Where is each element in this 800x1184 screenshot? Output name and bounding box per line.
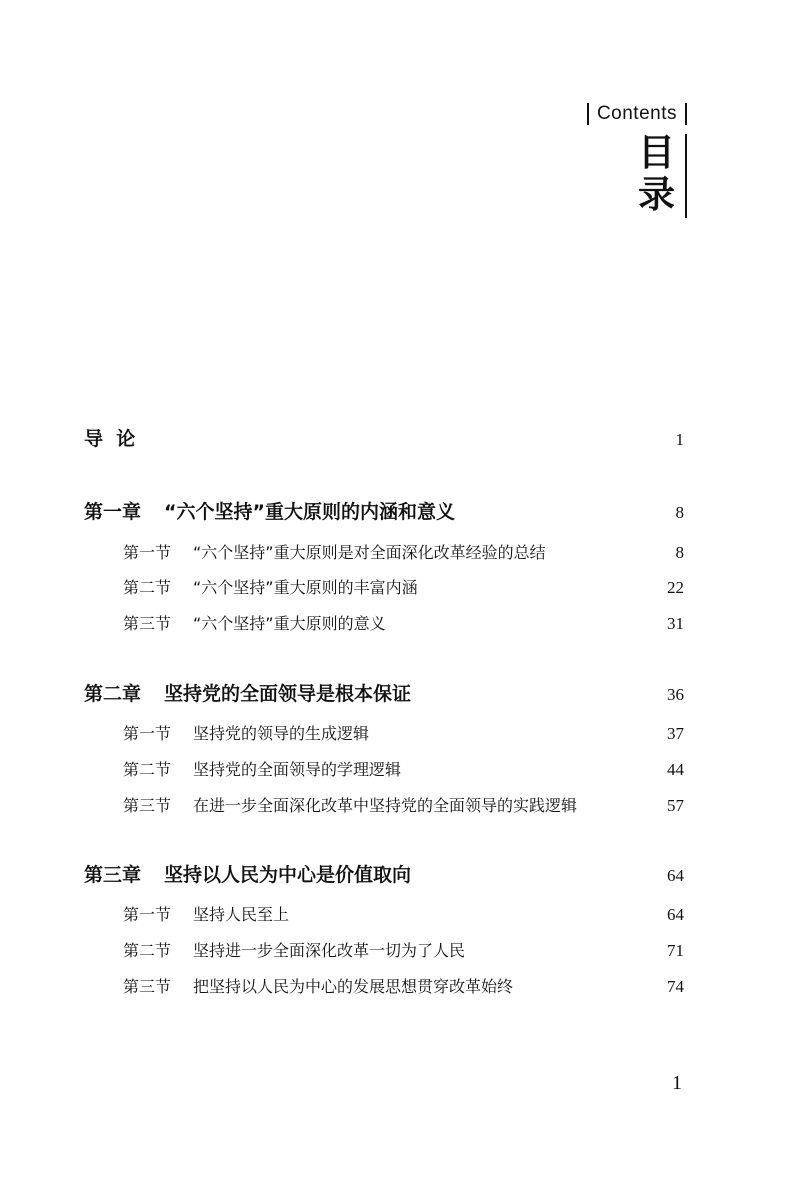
ch1-sec1-page: 8 <box>675 543 684 562</box>
ch2-sec3-num: 第三节 <box>123 796 172 815</box>
toc-ch2-sec2[interactable] <box>84 757 684 780</box>
ch1-sec3-page: 31 <box>667 614 684 633</box>
title-char-lu: 录 <box>638 173 675 216</box>
ch3-sec3-title: 把坚持以人民为中心的发展思想贯穿改革始终 <box>193 977 514 996</box>
toc-ch3-sec3[interactable] <box>84 974 684 997</box>
toc-ch3-sec1[interactable] <box>84 902 684 925</box>
intro-title: 导 论 <box>84 428 136 450</box>
toc-title <box>638 132 687 218</box>
chapter-1-title: “六个坚持”重大原则的内涵和意义 <box>164 501 455 523</box>
ch3-sec2-num: 第二节 <box>123 941 172 960</box>
title-char-mu: 目 <box>638 131 675 174</box>
toc-ch1-sec1[interactable] <box>84 540 684 563</box>
ch1-sec1-num: 第一节 <box>123 543 172 562</box>
toc-chapter-1[interactable] <box>84 497 684 524</box>
ch1-sec2-title: “六个坚持”重大原则的丰富内涵 <box>193 578 418 597</box>
ch3-sec3-num: 第三节 <box>123 977 172 996</box>
intro-page: 1 <box>675 430 684 449</box>
ch2-sec3-page: 57 <box>667 796 684 815</box>
ch1-sec2-num: 第二节 <box>123 578 172 597</box>
ch3-sec2-page: 71 <box>667 941 684 960</box>
chapter-2-title: 坚持党的全面领导是根本保证 <box>164 683 412 705</box>
ch2-sec1-title: 坚持党的领导的生成逻辑 <box>193 724 370 743</box>
toc-ch1-sec2[interactable] <box>84 575 684 598</box>
ch3-sec1-title: 坚持人民至上 <box>193 905 290 924</box>
chapter-2-num: 第二章 <box>84 683 142 705</box>
toc-intro[interactable] <box>84 424 684 451</box>
chapter-1-num: 第一章 <box>84 501 142 523</box>
ch1-sec2-page: 22 <box>667 578 684 597</box>
toc-chapter-3[interactable] <box>84 860 684 887</box>
contents-header <box>587 100 687 128</box>
ch1-sec1-title: “六个坚持”重大原则是对全面深化改革经验的总结 <box>193 543 546 562</box>
contents-label <box>587 100 687 128</box>
ch2-sec2-title: 坚持党的全面领导的学理逻辑 <box>193 760 402 779</box>
chapter-3-num: 第三章 <box>84 864 142 886</box>
title-rule <box>685 134 687 218</box>
ch2-sec1-page: 37 <box>667 724 684 743</box>
ch1-sec3-num: 第三节 <box>123 614 172 633</box>
contents-text: Contents <box>596 103 677 124</box>
chapter-3-title: 坚持以人民为中心是价值取向 <box>164 864 412 886</box>
toc-ch1-sec3[interactable] <box>84 611 684 634</box>
left-bar <box>587 103 589 125</box>
toc-ch3-sec2[interactable] <box>84 938 684 961</box>
ch3-sec2-title: 坚持进一步全面深化改革一切为了人民 <box>193 941 466 960</box>
right-bar <box>685 103 687 125</box>
ch2-sec2-page: 44 <box>667 760 684 779</box>
chapter-1-page: 8 <box>675 503 684 522</box>
ch3-sec1-page: 64 <box>667 905 684 924</box>
toc-ch2-sec1[interactable] <box>84 721 684 744</box>
ch2-sec2-num: 第二节 <box>123 760 172 779</box>
chapter-3-page: 64 <box>667 866 684 885</box>
ch3-sec1-num: 第一节 <box>123 905 172 924</box>
ch2-sec3-title: 在进一步全面深化改革中坚持党的全面领导的实践逻辑 <box>193 796 578 815</box>
toc-chapter-2[interactable] <box>84 679 684 706</box>
toc-ch2-sec3[interactable] <box>84 793 684 816</box>
ch2-sec1-num: 第一节 <box>123 724 172 743</box>
ch3-sec3-page: 74 <box>667 977 684 996</box>
chapter-2-page: 36 <box>667 685 684 704</box>
page-number: 1 <box>672 1072 682 1094</box>
ch1-sec3-title: “六个坚持”重大原则的意义 <box>193 614 386 633</box>
